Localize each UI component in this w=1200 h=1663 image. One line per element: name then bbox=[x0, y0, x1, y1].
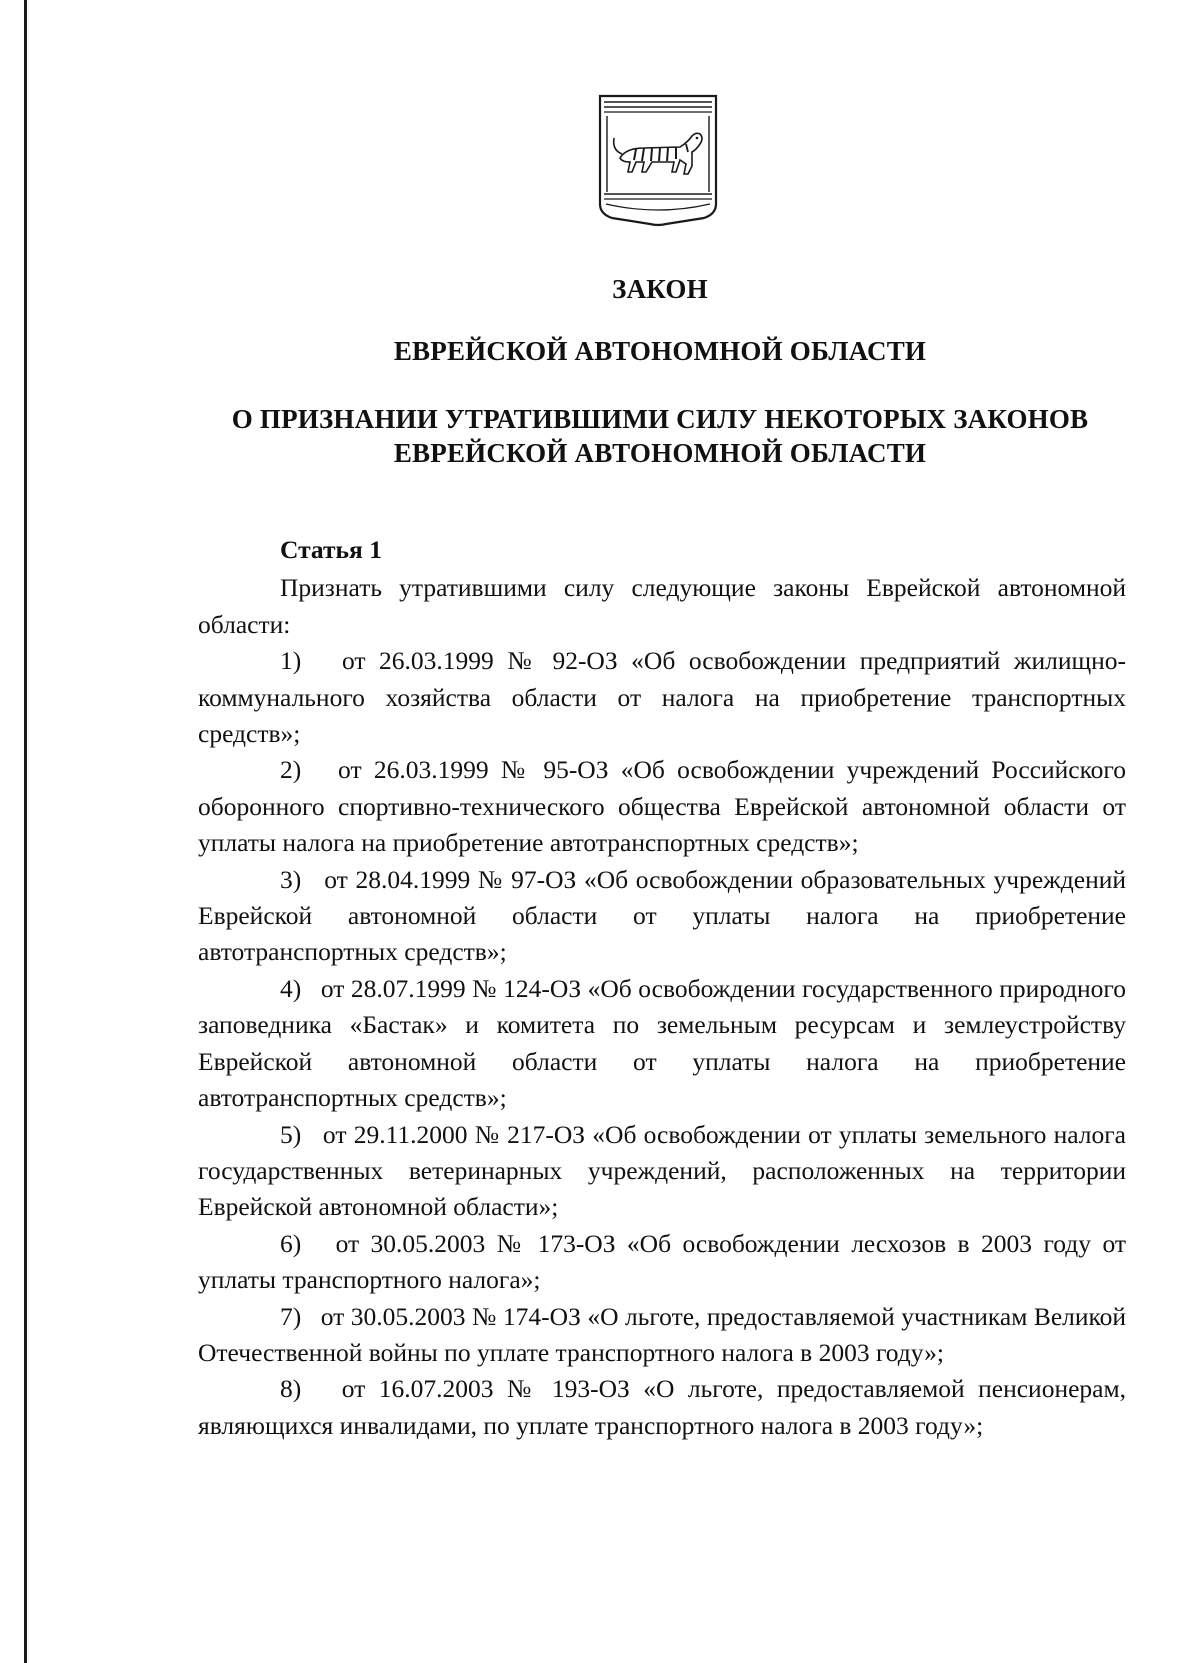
list-item-text: от 26.03.1999 № 92-ОЗ «Об освобождении предприятий жилищно-коммунального хозяйства области от налога на приобретение транспортных средств»; bbox=[198, 646, 1126, 749]
list-item bbox=[198, 971, 1126, 1117]
list-item bbox=[198, 1117, 1126, 1226]
list-item-number: 3) bbox=[280, 864, 302, 894]
document-title-line-2: ЕВРЕЙСКОЙ АВТОНОМНОЙ ОБЛАСТИ bbox=[393, 438, 927, 468]
list-item bbox=[198, 862, 1126, 971]
left-margin-rule bbox=[24, 0, 27, 1663]
list-item-text: от 28.04.1999 № 97-ОЗ «Об освобождении образовательных учреждений Еврейской автономной области от уплаты налога на приобретение автотранспортных средств»; bbox=[198, 864, 1127, 967]
list-item bbox=[198, 1299, 1126, 1372]
list-item-text: от 26.03.1999 № 95-ОЗ «Об освобождении учреждений Российского оборонного спортивно-технического общества Еврейской автономной области от уплаты налога на приобретение автотранспортных средств»; bbox=[198, 755, 1127, 858]
list-item-number: 5) bbox=[280, 1119, 302, 1149]
document-title-line-1: О ПРИЗНАНИИ УТРАТИВШИМИ СИЛУ НЕКОТОРЫХ ЗАКОНОВ bbox=[231, 404, 1089, 434]
list-item-number: 7) bbox=[280, 1301, 302, 1331]
list-item-number: 4) bbox=[280, 973, 302, 1003]
document-title bbox=[190, 402, 1130, 470]
list-item bbox=[198, 1226, 1126, 1299]
list-item-text: от 29.11.2000 № 217-ОЗ «Об освобождении от уплаты земельного налога государственных ветеринарных учреждений, расположенных на территории Еврейской автономной области»; bbox=[198, 1119, 1127, 1222]
document-heading-law: ЗАКОН bbox=[612, 274, 708, 304]
list-item-text: от 16.07.2003 № 193-ОЗ «О льготе, предоставляемой пенсионерам, являющихся инвалидами, по уплате транспортного налога в 2003 году»; bbox=[198, 1374, 1127, 1440]
list-item bbox=[198, 643, 1126, 752]
list-item-number: 6) bbox=[280, 1228, 302, 1258]
document-body bbox=[198, 532, 1126, 1444]
list-item bbox=[198, 752, 1126, 861]
list-item-number: 1) bbox=[280, 646, 302, 676]
article-title: Статья 1 bbox=[280, 535, 382, 564]
article-intro: Признать утратившими силу следующие законы Еврейской автономной области: bbox=[198, 573, 1126, 639]
list-item-number: 8) bbox=[280, 1374, 302, 1404]
list-item-text: от 30.05.2003 № 174-ОЗ «О льготе, предоставляемой участникам Великой Отечественной войны по уплате транспортного налога в 2003 году»; bbox=[198, 1301, 1127, 1367]
list-item bbox=[198, 1371, 1126, 1444]
list-item-number: 2) bbox=[280, 755, 302, 785]
list-item-text: от 30.05.2003 № 173-ОЗ «Об освобождении лесхозов в 2003 году от уплаты транспортного налога»; bbox=[198, 1228, 1127, 1295]
list-item-text: от 28.07.1999 № 124-ОЗ «Об освобождении государственного природного заповедника «Бастак» и комитета по земельным ресурсам и землеустройству Еврейской автономной области от уплаты налога на приобретение автотранспортных средств»; bbox=[198, 973, 1127, 1113]
document-heading-region: ЕВРЕЙСКОЙ АВТОНОМНОЙ ОБЛАСТИ bbox=[393, 336, 927, 366]
coat-of-arms-tiger-icon bbox=[596, 92, 720, 232]
